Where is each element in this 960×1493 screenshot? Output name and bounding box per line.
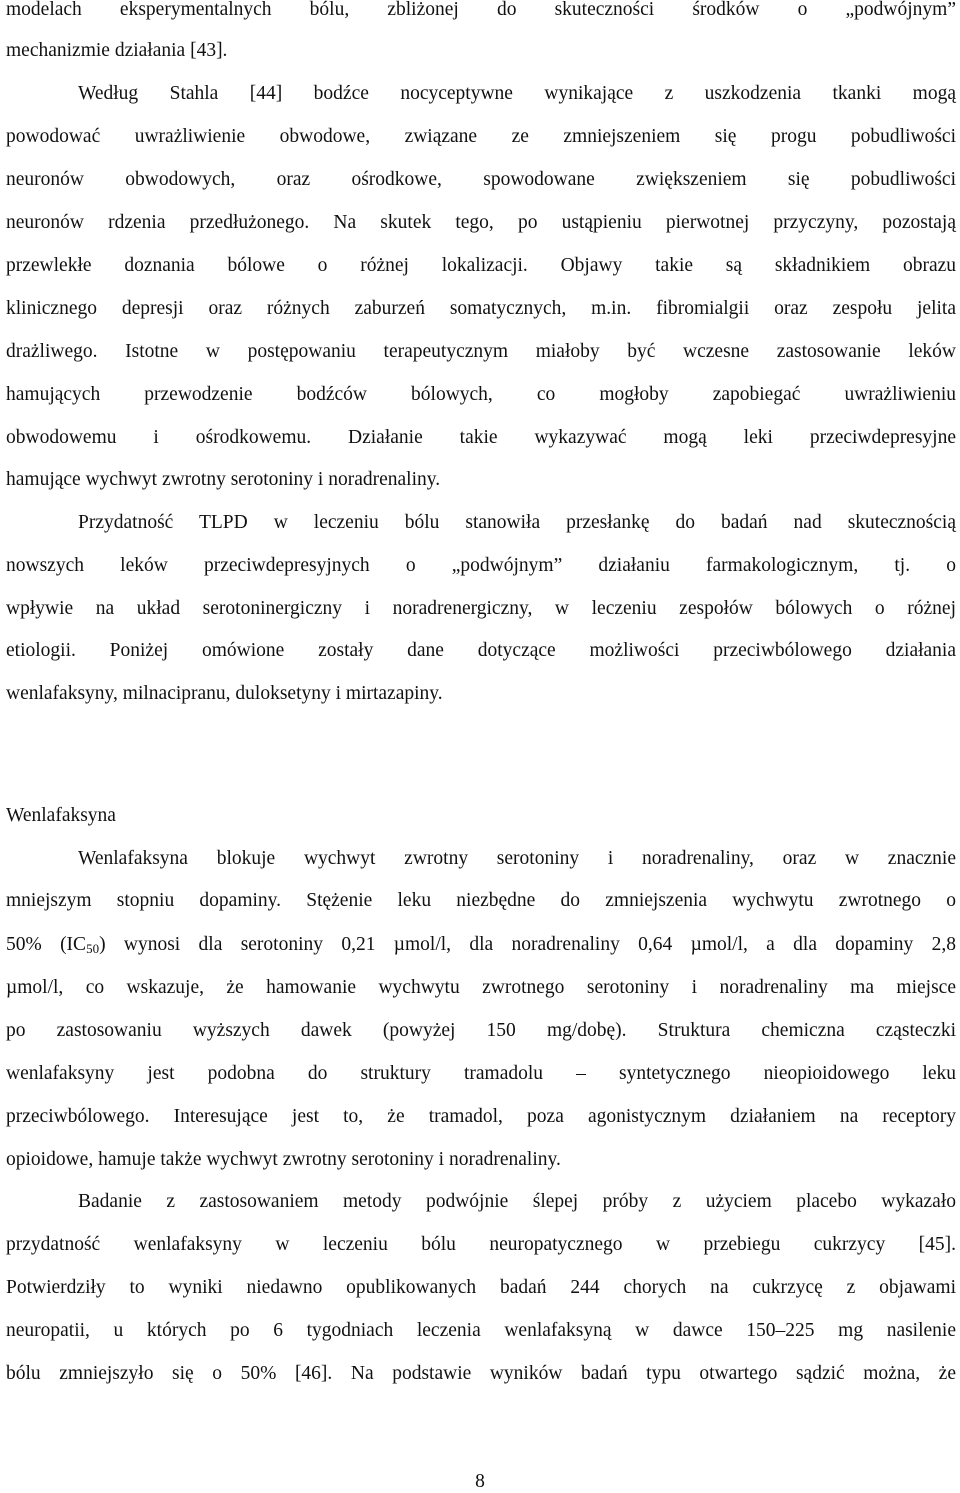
text-line: bólu zmniejszyło się o 50% [46]. Na podstawie wyników badań typu otwartego sądzić można, że <box>6 1363 956 1384</box>
text-line: przewlekłe doznania bólowe o różnej lokalizacji. Objawy takie są składnikiem obrazu <box>6 255 956 276</box>
text-line: hamujące wychwyt zwrotny serotoniny i noradrenaliny. <box>6 469 441 490</box>
ic50-rest: wynosi dla serotoniny 0,21 µmol/l, dla noradrenaliny 0,64 µmol/l, a dla dopaminy 2,8 <box>123 934 956 955</box>
ic50-prefix: 50% (IC <box>6 934 87 955</box>
paragraph-first-line: Badanie z zastosowaniem metody podwójnie ślepej próby z użyciem placebo wykazało <box>78 1191 956 1212</box>
text-line: mechanizmie działania [43]. <box>6 40 228 61</box>
section-heading: Wenlafaksyna <box>6 805 116 826</box>
text-line: obwodowemu i ośrodkowemu. Działanie takie wykazywać mogą leki przeciwdepresyjne <box>6 427 956 448</box>
text-line: przydatność wenlafaksyny w leczeniu bólu neuropatycznego w przebiegu cukrzycy [45]. <box>6 1234 956 1255</box>
ic50-subscript: 50 <box>86 941 100 956</box>
paragraph-first-line: Według Stahla [44] bodźce nocyceptywne wynikające z uszkodzenia tkanki mogą <box>78 83 956 104</box>
ic50-suffix: ) <box>99 934 106 955</box>
text-line: neuronów rdzenia przedłużonego. Na skutek tego, po ustąpieniu pierwotnej przyczyny, pozostają <box>6 212 956 233</box>
text-line: wenlafaksyny, milnacipranu, duloksetyny i mirtazapiny. <box>6 683 443 704</box>
text-line-ic50 <box>6 935 956 955</box>
text-line: hamujących przewodzenie bodźców bólowych, co mogłoby zapobiegać uwrażliwieniu <box>6 384 956 405</box>
text-line: wpływie na układ serotoninergiczny i noradrenergiczny, w leczeniu zespołów bólowych o różnej <box>6 598 956 619</box>
text-line: mniejszym stopniu dopaminy. Stężenie leku niezbędne do zmniejszenia wychwytu zwrotnego o <box>6 890 956 911</box>
page-number: 8 <box>475 1471 485 1492</box>
text-line: drażliwego. Istotne w postępowaniu terapeutycznym miałoby być wczesne zastosowanie leków <box>6 341 956 362</box>
text-line: powodować uwrażliwienie obwodowe, związane ze zmniejszeniem się progu pobudliwości <box>6 126 956 147</box>
paragraph-first-line: Wenlafaksyna blokuje wychwyt zwrotny serotoniny i noradrenaliny, oraz w znacznie <box>78 848 956 869</box>
text-line: neuronów obwodowych, oraz ośrodkowe, spowodowane zwiększeniem się pobudliwości <box>6 169 956 190</box>
text-line: modelach eksperymentalnych bólu, zbliżonej do skuteczności środków o „podwójnym” <box>6 0 956 20</box>
text-line: po zastosowaniu wyższych dawek (powyżej 150 mg/dobę). Struktura chemiczna cząsteczki <box>6 1020 956 1041</box>
text-line: µmol/l, co wskazuje, że hamowanie wychwytu zwrotnego serotoniny i noradrenaliny ma miejsce <box>6 977 956 998</box>
text-line: przeciwbólowego. Interesujące jest to, że tramadol, poza agonistycznym działaniem na receptory <box>6 1106 956 1127</box>
paragraph-first-line: Przydatność TLPD w leczeniu bólu stanowiła przesłankę do badań nad skutecznością <box>78 512 956 533</box>
text-line: etiologii. Poniżej omówione zostały dane dotyczące możliwości przeciwbólowego działania <box>6 640 956 661</box>
text-line: klinicznego depresji oraz różnych zaburzeń somatycznych, m.in. fibromialgii oraz zespołu jelita <box>6 298 956 319</box>
text-line: opioidowe, hamuje także wychwyt zwrotny serotoniny i noradrenaliny. <box>6 1149 561 1170</box>
text-line: nowszych leków przeciwdepresyjnych o „podwójnym” działaniu farmakologicznym, tj. o <box>6 555 956 576</box>
text-line: neuropatii, u których po 6 tygodniach leczenia wenlafaksyną w dawce 150–225 mg nasilenie <box>6 1320 956 1341</box>
text-line: wenlafaksyny jest podobna do struktury tramadolu – syntetycznego nieopioidowego leku <box>6 1063 956 1084</box>
text-line: Potwierdziły to wyniki niedawno opublikowanych badań 244 chorych na cukrzycę z objawami <box>6 1277 956 1298</box>
